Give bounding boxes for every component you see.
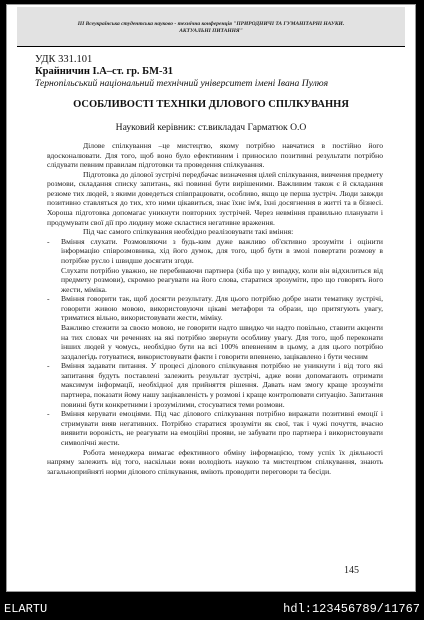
repository-name: ELARTU xyxy=(4,602,48,616)
repository-footer xyxy=(0,592,424,620)
page-number: 145 xyxy=(344,565,359,576)
article-body xyxy=(47,141,383,476)
affiliation: Тернопільський національний технічний університет імені Івана Пулюя xyxy=(35,78,329,89)
list-item-text: Вміння говорити так, щоб досягти результату. Для цього потрібно добре знати тематику зустрічі, говорити живою мовою, використовуючи цікаві метафори та образи, що притягують увагу, триматися вільно, використовувати жести, міміку. xyxy=(61,294,383,323)
list-item-text: Вміння задавати питання. У процесі ділового спілкування потрібно не уникнути і від того які запитання будуть поставлені залежить результат зустрічі, адже вони допомагають отримати максимум інформації, необхідної для прийняття рішення. Давать нам змогу краще зрозуміти партнера, показати йому нашу зацікавленість у розмові і краще контролювати ситуацію. Запитання повинні бути конкретними і зрозумілими, стосуватися теми розмови. xyxy=(61,361,383,409)
paragraph: Ділове спілкування –це мистецтво, якому потрібно навчатися в постійно його вдосконалювати. Для того, щоб воно було ефективним і приносило позитивні результати потрібно слідувати певним правилам підготовки та проведення спілкування. xyxy=(47,141,383,170)
list-item xyxy=(47,409,383,447)
conference-title-line-1: III Всеукраїнська студентська науково - технічна конференція "ПРИРОДНИЧІ ТА ГУМАНІТАРНІ НАУКИ. xyxy=(77,21,345,27)
list-item-text: Вміння слухати. Розмовляючи з будь-ким дуже важливо об'єктивно зрозуміти і оцінити інформацію співрозмовника, хід його думок, для того, щоб бути в змозі повертати розмову в потрібне русло і швидше досягати згоди. xyxy=(61,236,383,265)
paragraph: Робота менеджера вимагає ефективного обміну інформацією, тому успіх їх діяльності напряму залежить від того, наскільки вони володіють наукою та мистецтвом спілкування, знають загальноприйняті норми ділового спілкування, вміють проводити переговори та бесіди. xyxy=(47,447,383,476)
bullet-dash: - xyxy=(47,294,50,304)
document-page xyxy=(6,4,416,592)
udk-code: УДК 331.101 xyxy=(35,54,93,65)
conference-title-line-2: АКТУАЛЬНІ ПИТАННЯ" xyxy=(179,27,243,34)
list-item xyxy=(47,361,383,409)
list-item-continuation: Слухати потрібно уважно, не перебиваючи партнера (хіба що у випадку, коли він відхилиться від предмету розмови), скромно реагувати на його слова, старатися зрозуміти, про що говорять його жести, міміка. xyxy=(61,265,383,294)
list-item xyxy=(47,294,383,323)
author-line: Крайничин І.А–ст. гр. БМ-31 xyxy=(35,66,174,77)
bullet-dash: - xyxy=(47,409,50,419)
list-item-continuation: Важливо стежити за своєю мовою, не говорити надто швидко чи надто повільно, ставити акценти на тих словах чи реченнях на які потрібно звернути особливу увагу. Для того, щоб переконати інших людей у чомусь, необхідно бути на всі 100% впевненим в цьому, а для цього потрібно заздалегідь готуватися, використовувати факти і говорити впевнено, зацікавлено і бути чесним xyxy=(61,322,383,361)
scientific-advisor: Науковий керівник: ст.викладач Гарматюк О.О xyxy=(115,122,307,133)
paragraph: Підготовка до ділової зустрічі передбачає визначення цілей спілкування, вивчення предмету розмови, складання списку запитань, які повинні бути вирішеними. Важливим також є й складання резюме тих людей, з якими доведеться співпрацювати, особливо, якщо це перша зустріч. Люди завжди позитивно ставляться до тих, хто ними цікавиться, знає їхнє ім'я, їхні досягнення в житті та в бізнесі. Хороша підготовка допомагає уникнути повторних зустрічей. Через невміння правильно планувати і продумувати свої дії про людину може скластися негативне враження. xyxy=(47,169,383,227)
handle-identifier: hdl:123456789/11767 xyxy=(283,602,420,616)
list-item-text: Вміння керувати емоціями. Під час ділового спілкування потрібно виражати позитивні емоції і стримувати вияв негативних. Потрібно старатися зрозуміти як свої, так і чужі почуття, вчасно виявити ворожість, не реагувати на емоційні прояви, не забувати про партнера і використовувати символічні жести. xyxy=(61,409,383,447)
bullet-dash: - xyxy=(47,236,50,246)
article-title: ОСОБЛИВОСТІ ТЕХНІКИ ДІЛОВОГО СПІЛКУВАННЯ xyxy=(73,99,349,110)
conference-header xyxy=(17,7,405,47)
conference-header-text xyxy=(17,21,405,34)
paragraph: Під час самого спілкування необхідно реалізовувати такі вміння: xyxy=(83,227,294,237)
list-item xyxy=(47,237,383,266)
bullet-dash: - xyxy=(47,361,50,371)
